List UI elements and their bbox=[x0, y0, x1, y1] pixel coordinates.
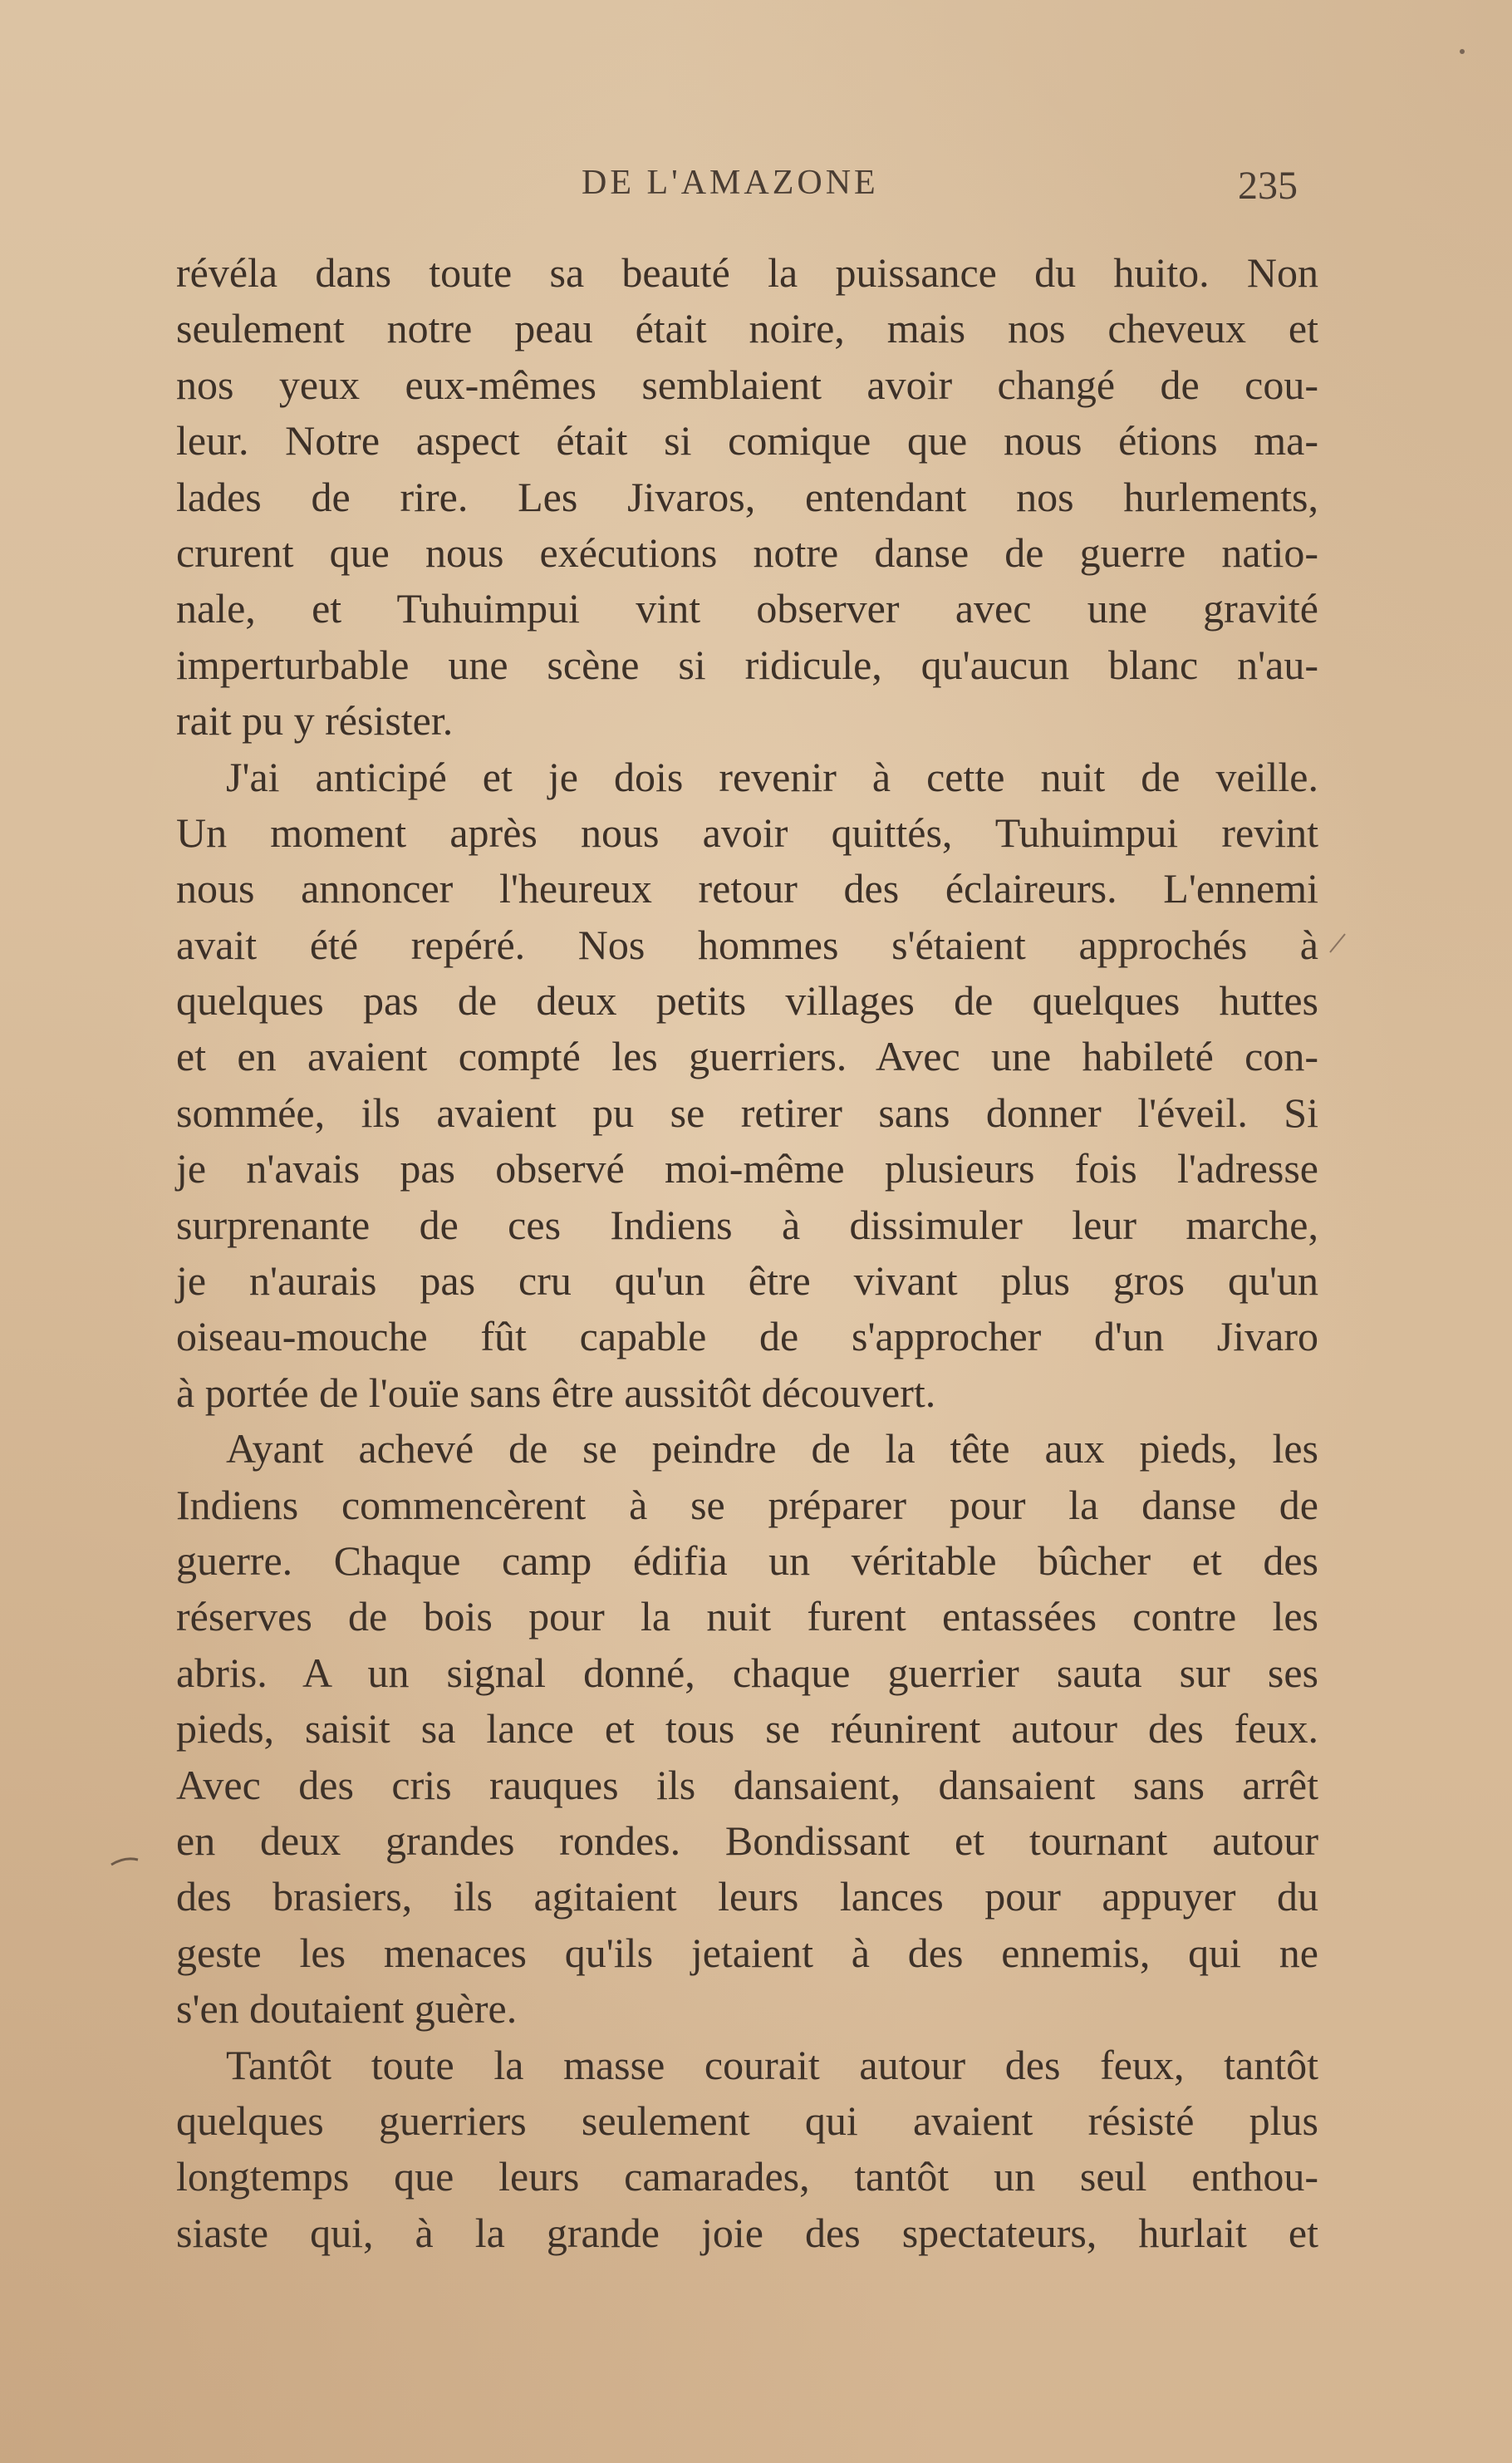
body-text bbox=[176, 245, 1318, 2261]
text-line: en deux grandes rondes. Bondissant et tournant autour bbox=[176, 1817, 1318, 1864]
text-line: siaste qui, à la grande joie des spectateurs, hurlait et bbox=[176, 2209, 1318, 2256]
paper-speck-mark bbox=[1454, 43, 1470, 60]
text-line: J'ai anticipé et je dois revenir à cette nuit de veille. bbox=[226, 753, 1318, 800]
text-line: lades de rire. Les Jivaros, entendant nos hurlements, bbox=[176, 473, 1318, 520]
text-line: des brasiers, ils agitaient leurs lances pour appuyer du bbox=[176, 1873, 1318, 1920]
text-line: abris. A un signal donné, chaque guerrier sauta sur ses bbox=[176, 1649, 1318, 1696]
text-line: geste les menaces qu'ils jetaient à des ennemis, qui ne bbox=[176, 1929, 1318, 1976]
text-line: à portée de l'ouïe sans être aussitôt découvert. bbox=[176, 1369, 936, 1416]
text-line: sommée, ils avaient pu se retirer sans donner l'éveil. Si bbox=[176, 1089, 1318, 1136]
running-title: DE L'AMAZONE bbox=[582, 164, 879, 202]
text-line: Indiens commencèrent à se préparer pour la danse de bbox=[176, 1481, 1318, 1528]
text-line: guerre. Chaque camp édifia un véritable bûcher et des bbox=[176, 1536, 1318, 1584]
text-line: surprenante de ces Indiens à dissimuler leur marche, bbox=[176, 1201, 1318, 1248]
text-line: avait été repéré. Nos hommes s'étaient approchés à bbox=[176, 921, 1318, 968]
text-line: pieds, saisit sa lance et tous se réunirent autour des feux. bbox=[176, 1705, 1318, 1753]
text-line: Un moment après nous avoir quittés, Tuhuimpui revint bbox=[176, 809, 1318, 856]
text-line: quelques guerriers seulement qui avaient résisté plus bbox=[176, 2097, 1318, 2144]
text-line: quelques pas de deux petits villages de quelques huttes bbox=[176, 977, 1318, 1025]
text-line: leur. Notre aspect était si comique que nous étions ma- bbox=[176, 417, 1318, 465]
text-line: Tantôt toute la masse courait autour des feux, tantôt bbox=[226, 2041, 1318, 2088]
text-line: s'en doutaient guère. bbox=[176, 1985, 518, 2033]
text-line: oiseau-mouche fût capable de s'approcher d'un Jivaro bbox=[176, 1313, 1318, 1360]
text-line: crurent que nous exécutions notre danse de guerre natio- bbox=[176, 528, 1318, 576]
text-line: réserves de bois pour la nuit furent entassées contre les bbox=[176, 1593, 1318, 1640]
text-line: nale, et Tuhuimpui vint observer avec une gravité bbox=[176, 585, 1318, 632]
paper-speck-mark bbox=[1325, 931, 1350, 956]
paper-speck-mark bbox=[108, 1853, 141, 1870]
page-number: 235 bbox=[1238, 164, 1298, 208]
running-head bbox=[0, 163, 1512, 213]
text-line: longtemps que leurs camarades, tantôt un seul enthou- bbox=[176, 2153, 1318, 2200]
text-line: seulement notre peau était noire, mais nos cheveux et bbox=[176, 305, 1318, 352]
text-line: je n'avais pas observé moi-même plusieurs fois l'adresse bbox=[176, 1145, 1318, 1192]
text-line: nos yeux eux-mêmes semblaient avoir changé de cou- bbox=[176, 361, 1318, 408]
text-line: rait pu y résister. bbox=[176, 697, 454, 745]
text-line: Ayant achevé de se peindre de la tête aux pieds, les bbox=[226, 1425, 1318, 1472]
text-line: je n'aurais pas cru qu'un être vivant plus gros qu'un bbox=[176, 1257, 1318, 1305]
text-line: révéla dans toute sa beauté la puissance du huito. Non bbox=[176, 249, 1318, 296]
text-line: imperturbable une scène si ridicule, qu'aucun blanc n'au- bbox=[176, 641, 1318, 688]
text-line: et en avaient compté les guerriers. Avec une habileté con- bbox=[176, 1033, 1318, 1080]
text-line: Avec des cris rauques ils dansaient, dansaient sans arrêt bbox=[176, 1761, 1318, 1808]
text-line: nous annoncer l'heureux retour des éclaireurs. L'ennemi bbox=[176, 865, 1318, 912]
